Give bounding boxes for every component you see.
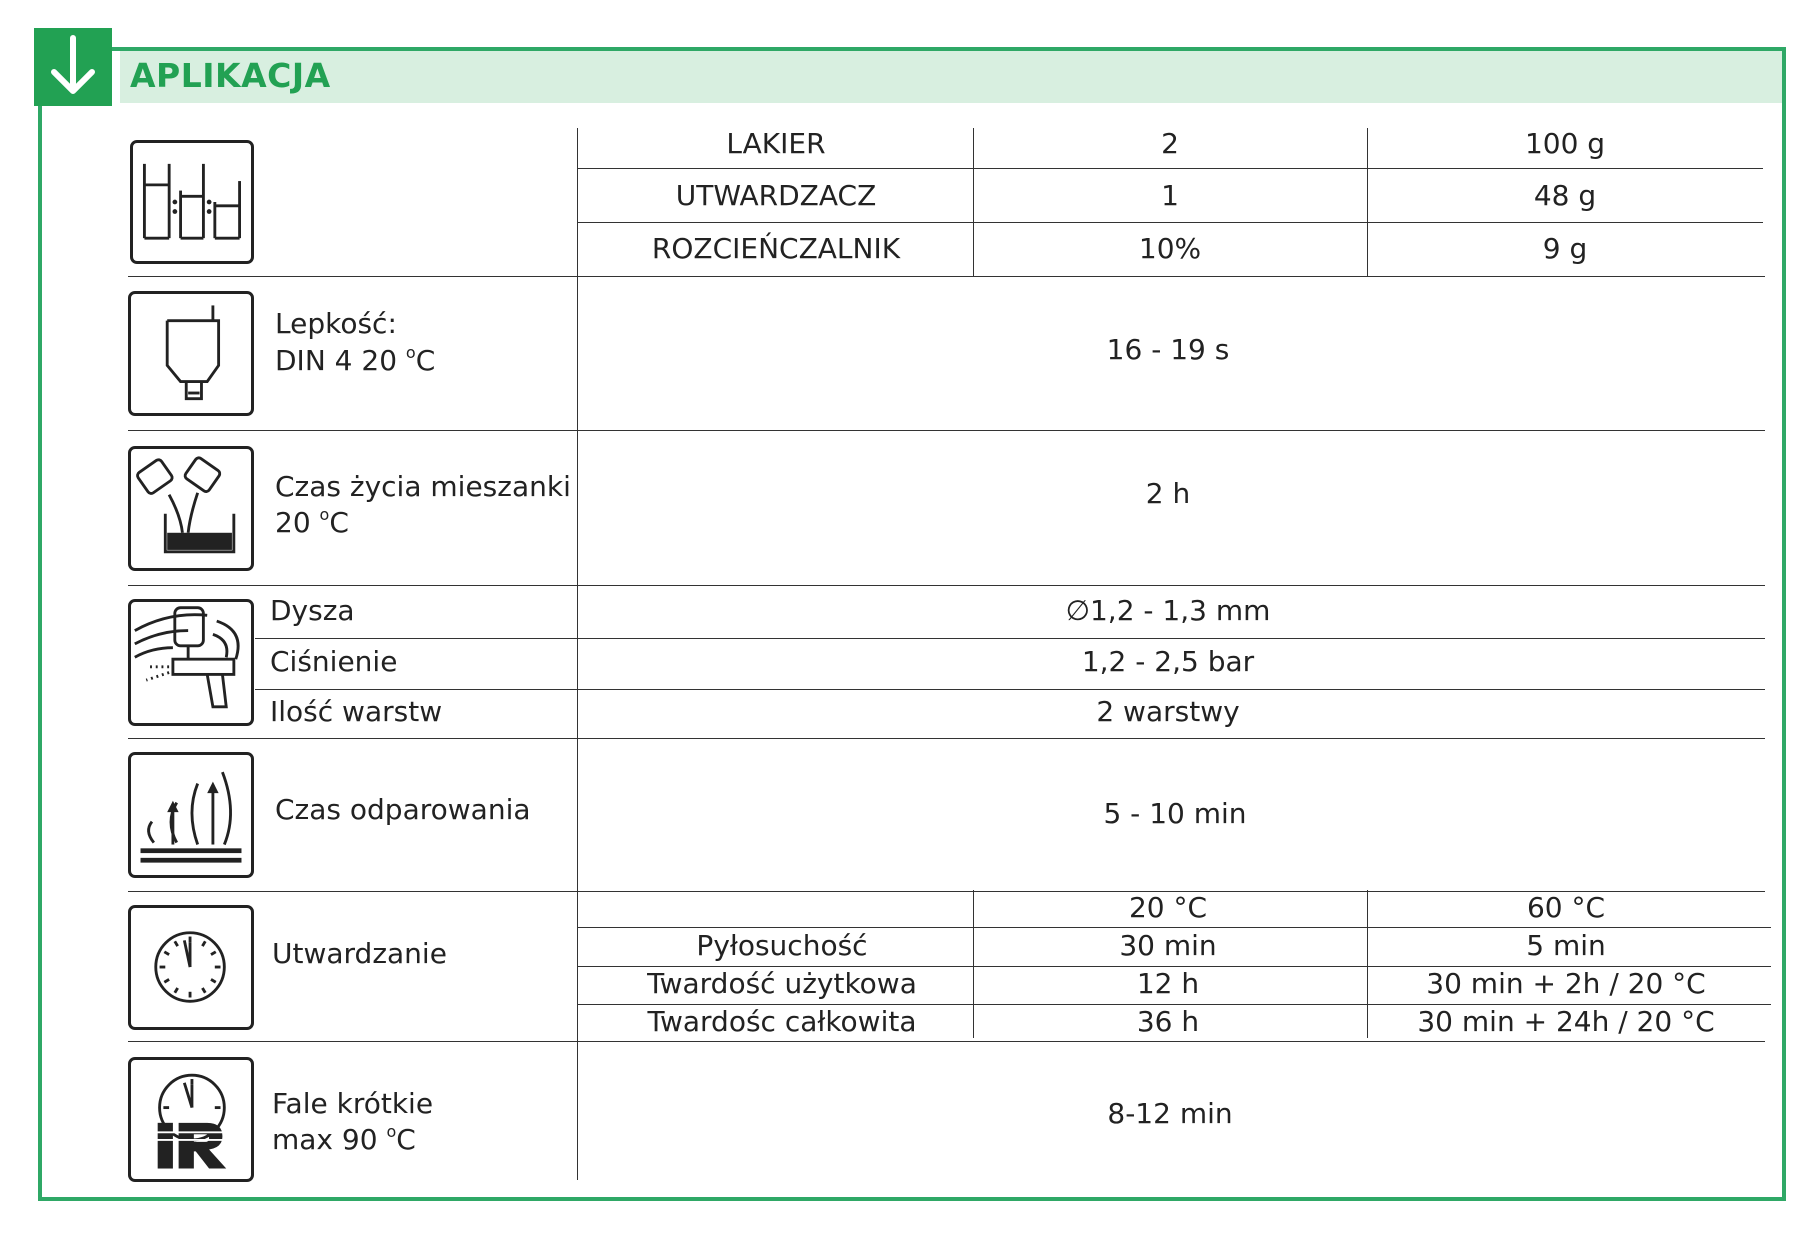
- column-divider: [577, 128, 578, 1180]
- arrow-down-icon: [34, 28, 112, 106]
- row-divider: [128, 585, 1765, 586]
- curing-label: Utwardzanie: [272, 937, 447, 970]
- ir-label: Fale krótkie: [272, 1087, 434, 1120]
- section-title: APLIKACJA: [130, 56, 331, 95]
- mix-amount-0: 100 g: [1524, 127, 1606, 160]
- spray-value-1: 1,2 - 2,5 bar: [1081, 645, 1255, 678]
- row-divider: [255, 638, 1765, 639]
- viscosity-cup-icon: [128, 291, 254, 416]
- potlife-label: Czas życia mieszanki: [275, 470, 571, 503]
- curing-name-1: Twardość użytkowa: [647, 967, 917, 1000]
- ir-clock-icon: [128, 1057, 254, 1182]
- curing-c20-0: 30 min: [1119, 929, 1217, 962]
- mix-name-1: UTWARDZACZ: [675, 179, 877, 212]
- spray-gun-icon: [128, 599, 254, 726]
- mixing-ratio-icon: [130, 140, 254, 264]
- row-divider: [577, 927, 1771, 928]
- mix-ratio-1: 1: [1161, 179, 1179, 212]
- row-divider: [255, 689, 1765, 690]
- potlife-condition: 20 $^o$C: [275, 505, 349, 539]
- curing-c20-2: 36 h: [1136, 1005, 1200, 1038]
- potlife-value: 2 h: [1145, 477, 1191, 510]
- header-band: [120, 51, 1782, 103]
- curing-c20-1: 12 h: [1136, 967, 1200, 1000]
- clock-icon: [128, 905, 254, 1030]
- spray-value-0: ∅1,2 - 1,3 mm: [1065, 594, 1271, 627]
- mix-ratio-0: 2: [1161, 127, 1179, 160]
- curing-header-20: 20 °C: [1128, 891, 1208, 924]
- row-divider: [128, 891, 1765, 892]
- row-divider: [577, 222, 1763, 223]
- column-divider: [973, 890, 974, 1038]
- pot-life-icon: [128, 446, 254, 571]
- spray-label-1: Ciśnienie: [270, 645, 398, 678]
- flash-value: 5 - 10 min: [1103, 797, 1247, 830]
- mix-ratio-2: 10%: [1138, 232, 1202, 265]
- column-divider: [1367, 128, 1368, 276]
- spray-value-2: 2 warstwy: [1096, 695, 1240, 728]
- evaporation-icon: [128, 752, 254, 878]
- ir-condition: max 90 $^o$C: [272, 1122, 416, 1156]
- spray-label-2: Ilość warstw: [270, 695, 443, 728]
- viscosity-label: Lepkość:: [275, 307, 397, 340]
- curing-name-0: Pyłosuchość: [696, 929, 868, 962]
- mix-amount-2: 9 g: [1542, 232, 1588, 265]
- mix-name-2: ROZCIEŃCZALNIK: [651, 232, 901, 265]
- row-divider: [577, 168, 1763, 169]
- curing-c60-1: 30 min + 2h / 20 °C: [1426, 967, 1706, 1000]
- curing-name-2: Twardośc całkowita: [647, 1005, 917, 1038]
- curing-c60-2: 30 min + 24h / 20 °C: [1417, 1005, 1715, 1038]
- viscosity-condition: DIN 4 20 $^o$C: [275, 343, 436, 377]
- curing-c60-0: 5 min: [1526, 929, 1606, 962]
- row-divider: [128, 276, 1765, 277]
- curing-header-60: 60 °C: [1526, 891, 1606, 924]
- column-divider: [1367, 890, 1368, 1038]
- flash-label: Czas odparowania: [275, 793, 531, 826]
- mix-amount-1: 48 g: [1533, 179, 1597, 212]
- mix-name-0: LAKIER: [726, 127, 826, 160]
- row-divider: [128, 1041, 1765, 1042]
- spray-label-0: Dysza: [270, 594, 355, 627]
- viscosity-value: 16 - 19 s: [1106, 333, 1230, 366]
- ir-value: 8-12 min: [1107, 1097, 1233, 1130]
- row-divider: [128, 430, 1765, 431]
- row-divider: [128, 738, 1765, 739]
- column-divider: [973, 128, 974, 276]
